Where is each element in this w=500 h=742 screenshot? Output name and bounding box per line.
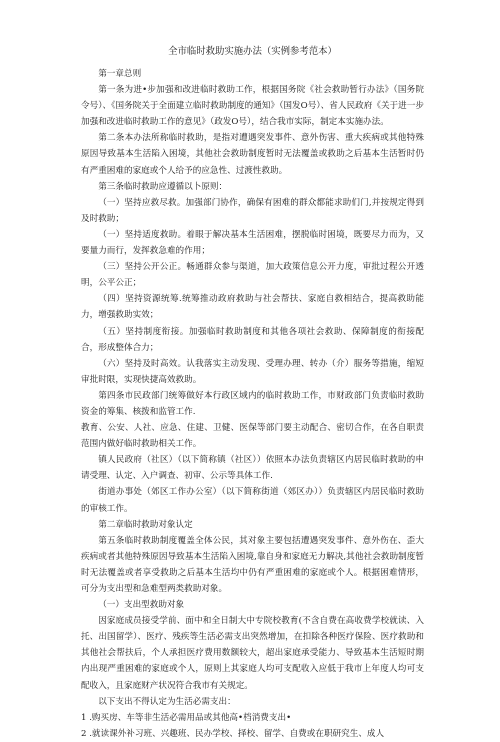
- principle-3: （三）坚持公开公正。畅通群众参与渠道，加大政策信息公开力度，审批过程公开透明，公平公正；: [81, 262, 424, 289]
- section-1-text: 因家庭成员接受学前、面中和全日制大中专院校教育(不含自费在高收费学校就读、入托、出国留学）、医疗、残疾等生活必需支出突然增加，在扣除各种医疗保险、医疗救助和其他社会帮扶后，个人承担医疗费用数额较大，超出家庭承受能力、导致基本生活短时期内出现严重困难的家庭或个人，原则上其家庭人均可支配收入应低于我市上年度人均可支配收入，且家庭财产状况符合我市有关规定。: [81, 616, 424, 691]
- article-3: 第三条临时救助应遵循以卜原则：: [98, 181, 228, 192]
- exclusion-item-1: 1 .购买房、车等非生活必需用品或其他高•档消费支出•: [81, 712, 292, 723]
- document-title: 全市临时救助实施办法（实例参考范本）: [168, 46, 337, 57]
- article-4: 第四条市民政部门统筹做好本行政区域内的临时救助工作，市财政部门负责临时救助资金的筹集、核拨和监管工作.: [81, 390, 424, 417]
- article-4-streets: 街道办事处（郊区工作办公室）（以下简称街道（郊区办））负责辖区内居民临时救助的审核工作。: [81, 487, 424, 514]
- exclusion-item-2: 2 .就读课外补习班、兴趣班、民办学校、择校、留学、自费或在职研究生、成人: [81, 728, 385, 739]
- chapter-heading-1: 第一章总则: [98, 69, 142, 79]
- article-1: 第一条为进•步加强和改进临时救助工作，根据国务院《社会救助暂行办法》（国务院令号）、《国务院关于全面建立临时救助制度的通知》（国发O号）、省人民政府《关于进一步加强和改进临时救助工作的意见》（政发O号），结合我市实际，制定本实施办法。: [81, 85, 424, 128]
- exclusion-intro: 以下支出不得认定为生活必需支出：: [98, 696, 236, 707]
- article-4-towns: 镇人民政府（社区）（以下简称镇（社区））依照本办法负责辖区内居民临时救助的申请受理、认定、入户调查、初审、公示等具体工作.: [81, 455, 424, 482]
- section-heading-1: （一）支出型救助对象: [98, 600, 185, 611]
- principle-1: （一）坚持应救尽救。加强部门协作，确保有困难的群众都能求助们门,并按规定得到及时救助；: [81, 197, 424, 224]
- principle-5: （五）坚持制度衔接。加强临时救助制度和其他各项社会救助、保障制度的衔接配合，形成整体合力；: [81, 326, 424, 353]
- principle-4: （四）坚持资源统筹.统筹推动政府救助与社会帮扶、家庭自救相结合，提高救助能力，增强救助实效；: [81, 294, 424, 321]
- principle-2: （一）坚持适度救助。着眼于解决基本生活困难，摆脱临时困境，既要尽力而为，又要量力而行，发挥救急难的作用；: [81, 229, 424, 257]
- article-2: 第二条本办法所称临时救助，是指对遭遇突发事件、意外伤害、重大疾病或其他特殊原因导致基本生活陷入困境，其他社会救助制度暂时无法覆盖或救助之后基本生活暂时仍有严重困难的家庭或个人给予的应急性、过渡性救助。: [81, 133, 424, 176]
- article-5: 第五条临时救助制度覆盖全体公民，其对象主要包括遭遇突发事件、意外伤在、歪大疾病或者其他特殊原因导致基本生活陷入困境,靠自身和家庭无力解决,其他社会救助制度暂时无法覆盖或者享受救助之后基本生活均中仍有严重困难的家庭或个人。根据困难情形，可分为支出型和急难型两类救助对象。: [81, 535, 424, 594]
- chapter-heading-2: 第二章临时救助对象认定: [98, 519, 193, 530]
- principle-6: （六）坚持及时高效。认我落实主动发现、受理办理、转办（介）服务等措施，缩短审批时限，实现快捷高效救助。: [81, 358, 424, 385]
- article-4-departments: 教育、公安、人社、应急、住建、卫健、医保等部门要主动配合、密切合作，在各自职责范围内做好临时救助相关工作。: [81, 423, 424, 450]
